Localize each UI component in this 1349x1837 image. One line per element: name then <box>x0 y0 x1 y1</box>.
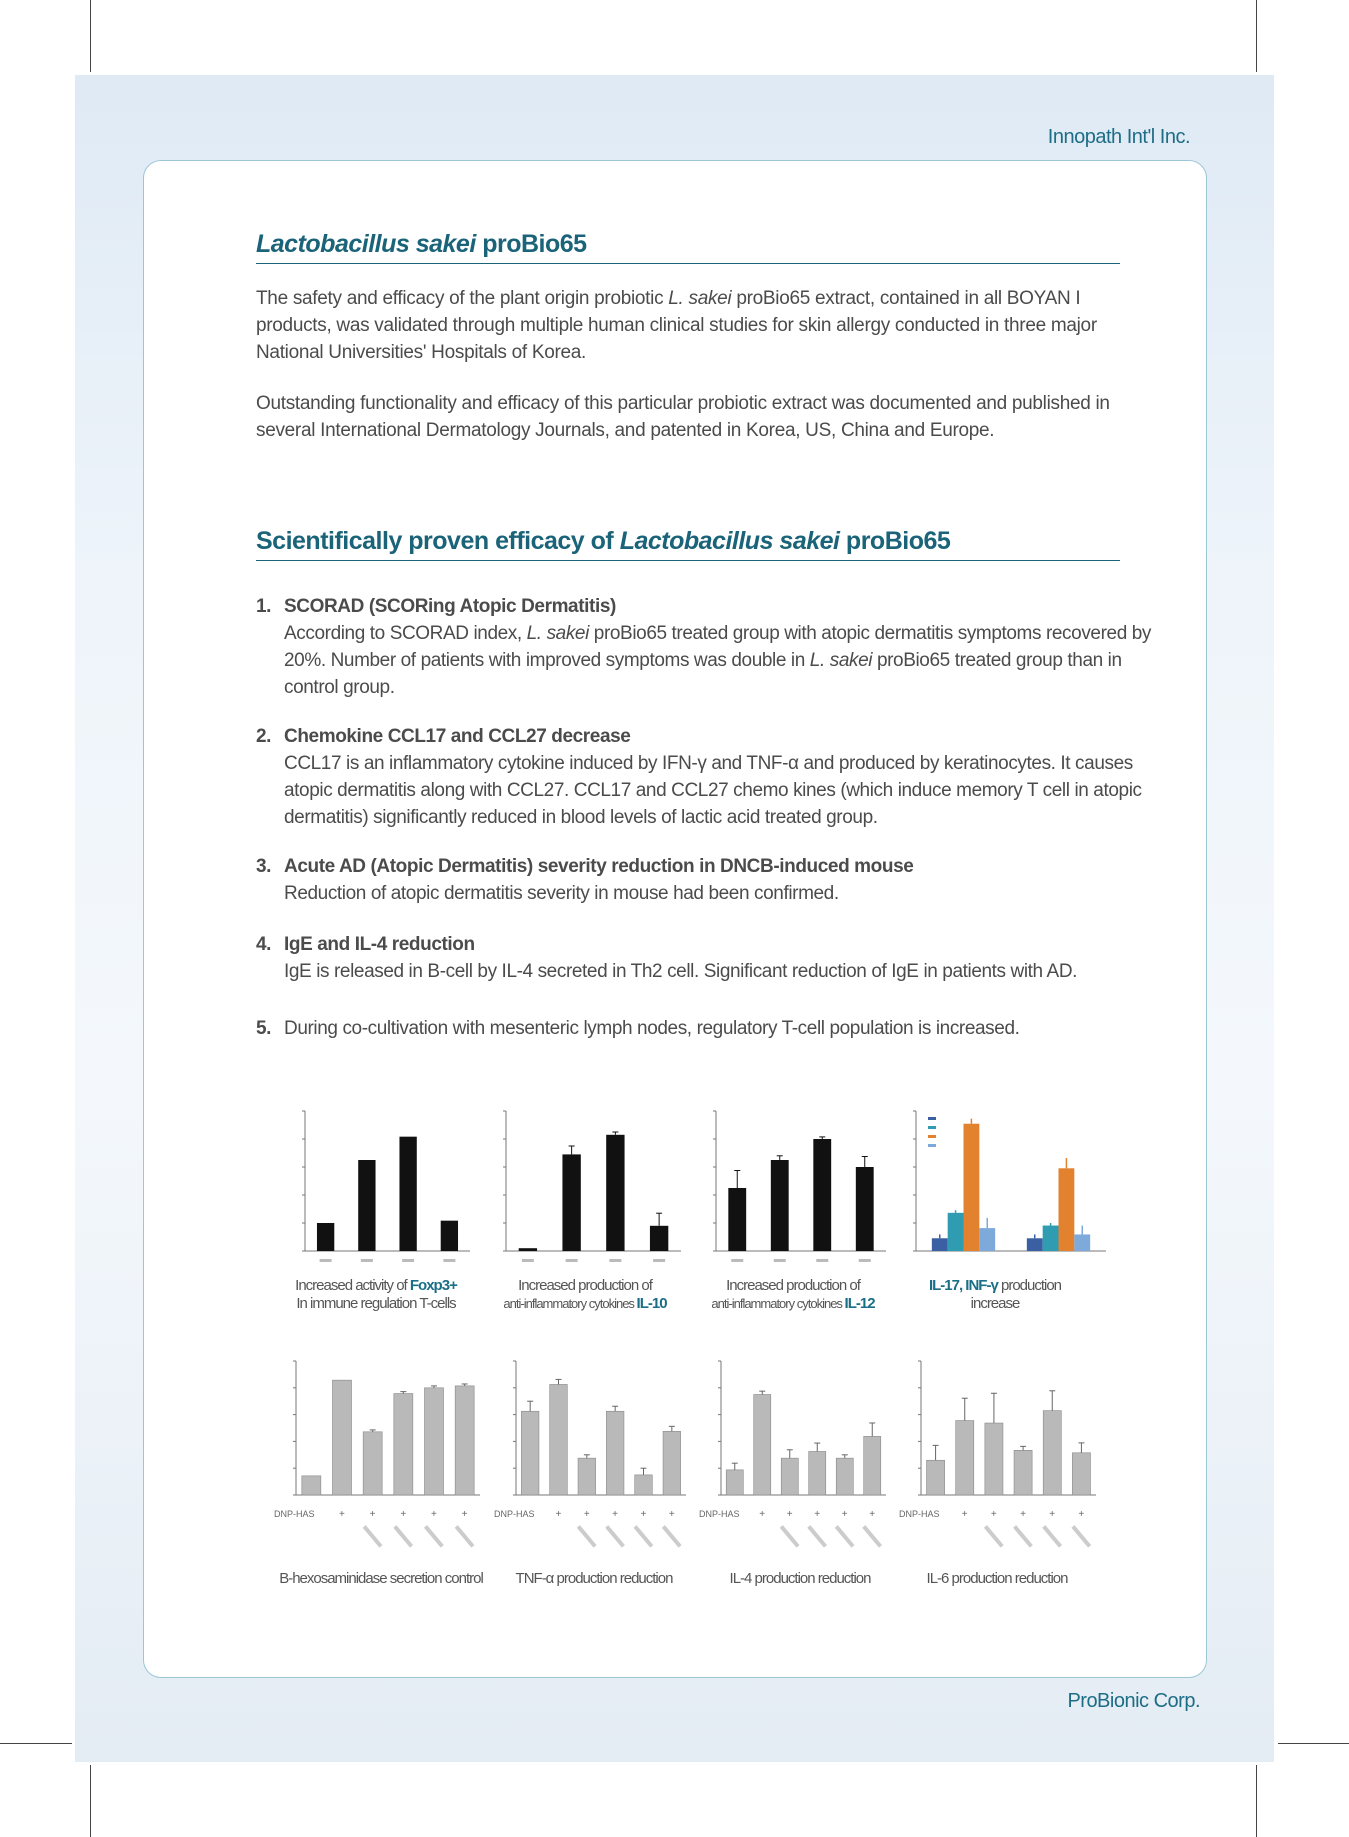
item-number: 1. <box>256 596 272 617</box>
item-heading: SCORAD (SCORing Atopic Dermatitis) <box>284 596 616 617</box>
rotated-tick-label-mark <box>633 1525 653 1547</box>
legend-swatch <box>928 1135 936 1138</box>
bar <box>519 1248 537 1251</box>
bar <box>606 1135 624 1251</box>
x-axis-label: DNP-HAS <box>274 1509 315 1519</box>
x-tick-label: + <box>431 1509 437 1520</box>
item-body: Reduction of atopic dermatitis severity in mouse had been confirmed. <box>284 883 839 904</box>
item-number: 2. <box>256 726 272 747</box>
rotated-tick-label-mark <box>662 1525 682 1547</box>
bar <box>932 1238 948 1251</box>
x-axis-label: DNP-HAS <box>699 1509 740 1519</box>
bar <box>813 1139 831 1251</box>
x-axis-label: DNP-HAS <box>899 1509 940 1519</box>
bar <box>771 1160 789 1251</box>
bar <box>726 1470 743 1495</box>
rotated-tick-label-mark <box>393 1525 413 1547</box>
caption-highlight: IL-12 <box>844 1295 875 1312</box>
bar <box>606 1411 624 1495</box>
rotated-tick-label-mark <box>862 1525 882 1547</box>
crop-mark <box>90 1765 91 1837</box>
rotated-tick-label-mark <box>577 1525 597 1547</box>
x-tick-label-mark <box>859 1259 871 1262</box>
rotated-tick-label-mark <box>807 1525 827 1547</box>
caption-text: Increased production of <box>518 1277 652 1294</box>
bar <box>663 1431 681 1495</box>
rotated-tick-label-mark <box>1013 1525 1033 1547</box>
bar <box>521 1411 539 1495</box>
bar <box>550 1384 568 1495</box>
x-tick-label: + <box>369 1509 376 1520</box>
list-item <box>256 1015 1156 1042</box>
bar <box>1043 1411 1061 1495</box>
bar <box>635 1475 653 1495</box>
item-number: 3. <box>256 856 272 877</box>
bar <box>363 1432 382 1495</box>
bar <box>948 1213 964 1251</box>
x-tick-label: + <box>461 1509 468 1520</box>
caption-highlight: Foxp3+ <box>409 1277 457 1294</box>
text-italic: L. sakei <box>809 650 873 671</box>
chart-caption <box>480 1277 690 1313</box>
x-tick-label-mark <box>609 1259 621 1262</box>
rotated-tick-label-mark <box>835 1525 855 1547</box>
list-item <box>256 853 1156 907</box>
bar <box>317 1223 334 1251</box>
crop-mark <box>90 0 91 72</box>
x-tick-label-mark <box>402 1259 414 1262</box>
text-italic: L. sakei <box>668 288 732 309</box>
caption-text: increase <box>970 1295 1020 1312</box>
rotated-tick-label-mark <box>1071 1525 1091 1547</box>
x-tick-label: + <box>814 1509 821 1520</box>
item-body: IgE is released in B-cell by IL-4 secreted in Th2 cell. Significant reduction of IgE in patients with AD. <box>284 961 1078 982</box>
chart-caption: B-hexosaminidase secretion control <box>279 1570 483 1587</box>
item-number: 4. <box>256 934 272 955</box>
bar <box>1027 1238 1043 1251</box>
bar <box>964 1124 980 1251</box>
chart-il4 <box>697 1355 892 1565</box>
bar <box>1059 1168 1075 1251</box>
x-tick-label-mark <box>522 1259 534 1262</box>
x-tick-label: + <box>786 1509 793 1520</box>
bar <box>856 1167 874 1251</box>
x-tick-label-mark <box>320 1259 332 1262</box>
x-tick-label-mark <box>566 1259 578 1262</box>
title-italic: Lactobacillus sakei <box>619 527 840 555</box>
item-body: CCL17 is an inflammatory cytokine induced by IFN-γ and TNF-α and produced by keratinocytes. It causes atopic dermatitis along with CCL27. CCL17 and CCL27 chemo kines (which induce memory T cell in atopic dermatitis) significantly reduced in blood levels of lactic acid treated group. <box>284 753 1142 828</box>
x-tick-label: + <box>1020 1509 1026 1520</box>
section-title <box>256 230 1120 264</box>
section-intro <box>256 230 1120 444</box>
bar <box>1014 1450 1032 1495</box>
chart-caption: TNF-α production reduction <box>515 1570 673 1587</box>
x-axis-label: DNP-HAS <box>494 1509 535 1519</box>
bar <box>864 1436 881 1495</box>
list-item <box>256 931 1156 985</box>
bar <box>650 1226 668 1251</box>
crop-mark <box>1278 1743 1349 1744</box>
bar <box>455 1386 474 1495</box>
title-rest: proBio65 <box>475 230 587 258</box>
chart-il10 <box>482 1105 687 1275</box>
title-text: proBio65 <box>839 527 951 555</box>
section-efficacy <box>256 527 1120 561</box>
item-heading: Chemokine CCL17 and CCL27 decrease <box>284 726 631 747</box>
bar <box>754 1395 771 1496</box>
crop-mark <box>0 1743 72 1744</box>
item-number: 5. <box>256 1018 272 1039</box>
rotated-tick-label-mark <box>605 1525 625 1547</box>
rotated-tick-label-mark <box>424 1525 444 1547</box>
x-tick-label: + <box>339 1509 345 1520</box>
chart-il12 <box>692 1105 892 1275</box>
caption-highlight: IL-10 <box>636 1295 667 1312</box>
x-tick-label: + <box>990 1509 997 1520</box>
x-tick-label: + <box>612 1509 619 1520</box>
chart-caption <box>890 1277 1100 1313</box>
title-text: Scientifically proven efficacy of <box>256 527 620 555</box>
rotated-tick-label-mark <box>780 1525 800 1547</box>
caption-text: In immune regulation T-cells <box>296 1295 456 1312</box>
text: proBio65 treated group than in control group. <box>284 650 1122 698</box>
text: proBio65 treated group with atopic dermatitis symptoms recovered by 20%. Number of patients with improved symptoms was double in <box>284 623 1152 671</box>
bar <box>332 1380 351 1495</box>
caption-text: anti-inflammatory cytokines <box>503 1296 637 1311</box>
rotated-tick-label-mark <box>363 1525 383 1547</box>
x-tick-label: + <box>668 1509 675 1520</box>
x-tick-label: + <box>555 1509 562 1520</box>
bar <box>979 1228 995 1251</box>
text: According to SCORAD index, <box>284 623 527 644</box>
bar <box>985 1423 1003 1495</box>
caption-text: production <box>997 1277 1062 1294</box>
item-heading: During co-cultivation with mesenteric lymph nodes, regulatory T-cell population is increased. <box>284 1018 1020 1039</box>
bar <box>1072 1453 1090 1495</box>
x-tick-label: + <box>1049 1509 1056 1520</box>
bar <box>302 1476 321 1495</box>
bar <box>728 1188 746 1251</box>
text: proBio65 extract, contained in all BOYAN I products, was validated through multiple human clinical studies for skin allergy conducted in three major National Universities' Hospitals of Korea. <box>256 288 1097 363</box>
list-item <box>256 723 1156 831</box>
x-tick-label: + <box>400 1509 407 1520</box>
item-heading: IgE and IL-4 reduction <box>284 934 475 955</box>
caption-text: anti-inflammatory cytokines <box>711 1296 845 1311</box>
caption-text: Increased activity of <box>295 1277 410 1294</box>
text: The safety and efficacy of the plant origin probiotic <box>256 288 669 309</box>
text-italic: L. sakei <box>526 623 589 644</box>
bar <box>394 1394 413 1495</box>
header-company: Innopath Int'l Inc. <box>1047 126 1190 148</box>
x-tick-label: + <box>759 1509 766 1520</box>
x-tick-label: + <box>869 1509 876 1520</box>
footer-company: ProBionic Corp. <box>1067 1690 1200 1712</box>
legend-swatch <box>928 1144 936 1147</box>
bar <box>358 1160 375 1251</box>
x-tick-label: + <box>961 1509 968 1520</box>
x-tick-label: + <box>640 1509 647 1520</box>
x-tick-label-mark <box>443 1259 455 1262</box>
chart-foxp3 <box>281 1105 476 1275</box>
item-body <box>256 620 1156 701</box>
legend-swatch <box>928 1126 936 1129</box>
bar <box>424 1388 443 1495</box>
rotated-tick-label-mark <box>455 1525 475 1547</box>
legend-swatch <box>928 1117 936 1120</box>
chart-il17-infg <box>892 1105 1112 1275</box>
chart-caption: IL-6 production reduction <box>926 1570 1068 1587</box>
list-item <box>256 593 1156 701</box>
x-tick-label: + <box>583 1509 590 1520</box>
bar <box>927 1460 945 1495</box>
item-heading: Acute AD (Atopic Dermatitis) severity reduction in DNCB-induced mouse <box>284 856 914 877</box>
crop-mark <box>1256 0 1257 72</box>
bar <box>781 1458 798 1495</box>
bar <box>1074 1234 1090 1251</box>
chart-hexosaminidase <box>272 1355 486 1565</box>
chart-caption: IL-4 production reduction <box>729 1570 871 1587</box>
section-title <box>256 527 1120 561</box>
chart-caption <box>688 1277 898 1313</box>
bar <box>836 1458 853 1495</box>
rotated-tick-label-mark <box>984 1525 1004 1547</box>
title-italic: Lactobacillus sakei <box>256 230 476 258</box>
bar <box>578 1458 596 1495</box>
bar <box>399 1137 416 1251</box>
chart-tnfa <box>492 1355 692 1565</box>
chart-il6 <box>897 1355 1102 1565</box>
x-tick-label: + <box>1078 1509 1085 1520</box>
x-tick-label: + <box>841 1509 848 1520</box>
bar <box>1043 1226 1059 1251</box>
paragraph: Outstanding functionality and efficacy of this particular probiotic extract was documented and published in several International Dermatology Journals, and patented in Korea, US, China and Europe. <box>256 393 1110 441</box>
bar <box>562 1154 580 1251</box>
bar <box>809 1451 826 1495</box>
crop-mark <box>1256 1765 1257 1837</box>
rotated-tick-label-mark <box>1042 1525 1062 1547</box>
x-tick-label-mark <box>653 1259 665 1262</box>
chart-caption <box>276 1277 476 1313</box>
x-tick-label-mark <box>774 1259 786 1262</box>
x-tick-label-mark <box>361 1259 373 1262</box>
bar <box>956 1421 974 1495</box>
paragraph <box>256 285 1120 366</box>
caption-highlight: IL-17, INF-γ <box>928 1277 998 1294</box>
bar <box>441 1221 458 1251</box>
x-tick-label-mark <box>816 1259 828 1262</box>
caption-text: Increased production of <box>726 1277 860 1294</box>
x-tick-label-mark <box>731 1259 743 1262</box>
